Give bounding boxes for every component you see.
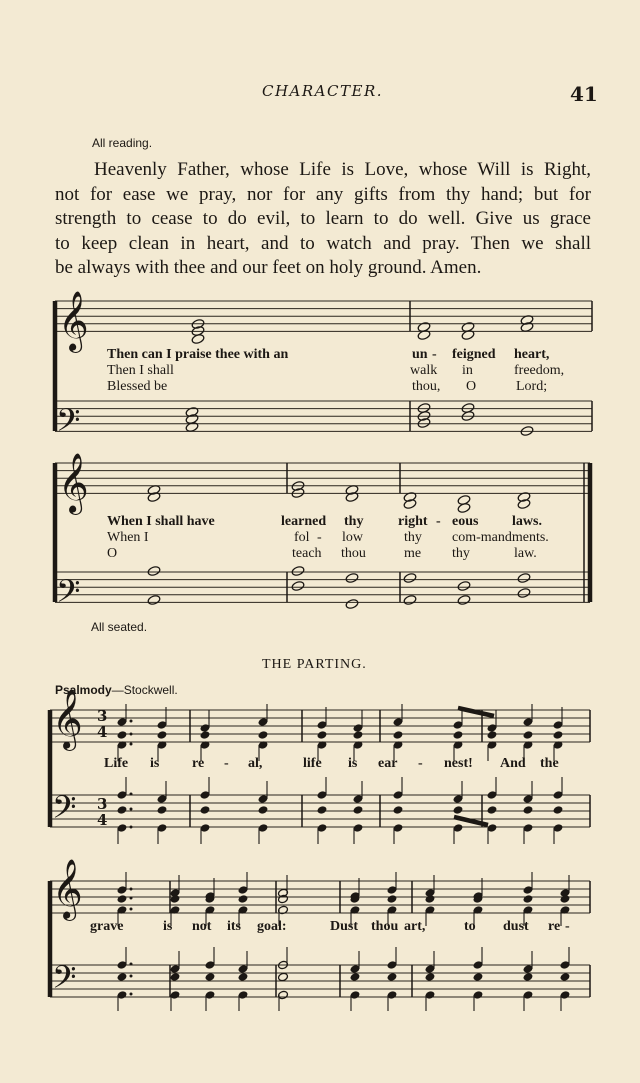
lyric: Then I shall — [107, 363, 174, 378]
bass-clef-icon: 𝄢 — [52, 789, 77, 833]
lyric: heart, — [514, 347, 550, 362]
notehead — [157, 730, 168, 740]
notehead — [147, 594, 161, 605]
notehead — [200, 805, 211, 815]
lyric: nest! — [444, 756, 473, 771]
lyric: right — [398, 514, 428, 529]
lyric: low — [342, 530, 363, 545]
lyric: walk — [410, 363, 438, 378]
notehead — [291, 565, 305, 576]
lyric: thy — [404, 530, 422, 545]
notehead — [353, 730, 364, 740]
lyric: thou, — [412, 379, 441, 394]
lyric: Dust — [330, 919, 359, 934]
beam — [458, 708, 494, 716]
lyric: - — [436, 514, 441, 529]
staff — [50, 965, 590, 997]
prayer-line: strength to cease to do evil, to learn to do well. Give us grace — [55, 208, 591, 229]
treble-clef-icon: 𝄞 — [58, 453, 89, 513]
lyric: to — [464, 919, 476, 934]
dot — [130, 993, 133, 996]
lyric: thou — [341, 546, 366, 561]
bass-clef-icon: 𝄢 — [56, 573, 81, 617]
prayer-line: be always with thee and our feet on holy ground. Amen. — [55, 257, 482, 278]
bass-clef-icon: 𝄢 — [56, 402, 81, 446]
notehead — [560, 894, 571, 904]
notehead — [487, 805, 498, 815]
beam — [454, 817, 488, 825]
notehead — [191, 333, 205, 344]
lyric: re — [192, 756, 205, 771]
dot — [130, 826, 133, 829]
notehead — [517, 572, 531, 583]
notehead — [553, 730, 564, 740]
time-signature-bottom: 4 — [97, 811, 108, 829]
lyric: Life — [104, 756, 129, 771]
notehead — [457, 502, 471, 513]
lyric: thy — [452, 546, 470, 561]
dot — [130, 908, 133, 911]
lyric: its — [227, 919, 241, 934]
lyric: re — [548, 919, 561, 934]
lyric: feigned — [452, 347, 496, 362]
notehead — [473, 972, 484, 982]
prayer-line: to keep clean in heart, and to watch and pray. Then we shall — [55, 232, 591, 254]
notehead — [517, 587, 531, 598]
lyric: laws. — [512, 514, 542, 529]
prayer-line: not for ease we pray, nor for any gifts from thy hand; but for — [55, 183, 591, 205]
lyric: When I — [107, 530, 149, 545]
hymn-attribution — [55, 683, 178, 697]
time-signature-top: 3 — [97, 707, 108, 725]
lyric: law. — [514, 546, 537, 561]
dot — [130, 793, 133, 796]
bass-clef-icon: 𝄢 — [52, 959, 77, 1003]
notehead — [205, 972, 216, 982]
lyric: is — [163, 919, 173, 934]
dot — [130, 897, 133, 900]
notehead — [170, 972, 181, 982]
composer-name: —Stockwell. — [111, 683, 178, 697]
notehead — [393, 730, 404, 740]
lyric: - — [317, 530, 322, 545]
staff — [55, 401, 592, 431]
notehead — [453, 805, 464, 815]
prayer-line: Heavenly Father, whose Life is Love, whose Will is Right, — [94, 159, 591, 180]
lyric: Lord; — [516, 379, 548, 394]
tune-name: Psalmody — [55, 683, 112, 697]
lyric: teach — [292, 546, 322, 561]
notehead — [345, 598, 359, 609]
lyric: grave — [90, 919, 124, 934]
dot — [130, 720, 133, 723]
notehead — [403, 572, 417, 583]
notehead — [157, 805, 168, 815]
treble-clef-icon: 𝄞 — [58, 291, 89, 351]
dot — [130, 808, 133, 811]
lyric: And — [500, 756, 526, 771]
lyric: thou — [371, 919, 399, 934]
lyric: fol — [294, 530, 310, 545]
notehead — [258, 805, 269, 815]
staff — [55, 463, 590, 493]
notehead — [553, 805, 564, 815]
lyric: in — [462, 363, 473, 378]
lyric: is — [150, 756, 160, 771]
treble-clef-icon: 𝄞 — [52, 859, 83, 919]
lyric: al, — [248, 756, 263, 771]
notehead — [393, 805, 404, 815]
notehead — [258, 730, 269, 740]
notehead — [387, 894, 398, 904]
lyric: O — [466, 379, 477, 394]
notehead — [560, 972, 571, 982]
notehead — [291, 580, 305, 591]
notehead — [317, 805, 328, 815]
dot — [130, 743, 133, 746]
notehead — [425, 894, 436, 904]
lyric: - — [224, 756, 229, 771]
page-number: 41 — [570, 82, 598, 106]
notehead — [523, 730, 534, 740]
notehead — [147, 565, 161, 576]
lyric: thy — [344, 514, 364, 529]
notehead — [350, 972, 361, 982]
staff — [55, 572, 590, 602]
running-head: CHARACTER. — [262, 82, 384, 100]
lyric: freedom, — [514, 363, 565, 378]
lyric: eous — [452, 514, 479, 529]
lyric: Blessed be — [107, 379, 168, 394]
notehead — [238, 972, 249, 982]
lyric: O — [107, 546, 118, 561]
notehead — [317, 730, 328, 740]
dot — [130, 975, 133, 978]
staves — [50, 301, 592, 997]
lyric: Then can I praise thee with an — [107, 347, 289, 362]
staff — [55, 301, 592, 331]
lyric: art, — [404, 919, 426, 934]
notehead — [345, 572, 359, 583]
hymn-title: THE PARTING. — [262, 657, 367, 672]
lyric: learned — [281, 514, 327, 529]
lyric: me — [404, 546, 422, 561]
lyric: is — [348, 756, 358, 771]
notehead — [170, 894, 181, 904]
notehead — [453, 730, 464, 740]
notehead — [487, 730, 498, 740]
notehead — [523, 894, 534, 904]
lyric: goal: — [257, 919, 287, 934]
lyric: ear — [378, 756, 398, 771]
lyric: - — [432, 347, 437, 362]
lyric: - — [418, 756, 423, 771]
time-signature-top: 3 — [97, 795, 108, 813]
lyric: not — [192, 919, 212, 934]
notehead — [425, 972, 436, 982]
notehead — [238, 894, 249, 904]
notehead — [117, 894, 128, 904]
treble-clef-icon: 𝄞 — [52, 689, 83, 749]
notehead — [403, 594, 417, 605]
notehead — [523, 805, 534, 815]
lyric: When I shall have — [107, 514, 215, 529]
notehead — [117, 972, 128, 982]
notehead — [353, 805, 364, 815]
notehead — [387, 972, 398, 982]
lyric: dust — [503, 919, 529, 934]
notehead — [523, 972, 534, 982]
notehead — [278, 972, 289, 982]
dot — [130, 963, 133, 966]
lyric: com-mandments. — [452, 530, 549, 545]
notehead — [117, 805, 128, 815]
lyric: the — [540, 756, 559, 771]
notehead — [117, 730, 128, 740]
dot — [130, 888, 133, 891]
lyric: - — [565, 919, 570, 934]
lyric: un — [412, 347, 428, 362]
rubric-all-seated: All seated. — [91, 620, 148, 634]
time-signature-bottom: 4 — [97, 723, 108, 741]
dot — [130, 733, 133, 736]
notehead — [200, 730, 211, 740]
lyric: life — [303, 756, 322, 771]
notehead — [457, 580, 471, 591]
rubric-all-reading: All reading. — [92, 136, 153, 150]
notehead — [457, 594, 471, 605]
